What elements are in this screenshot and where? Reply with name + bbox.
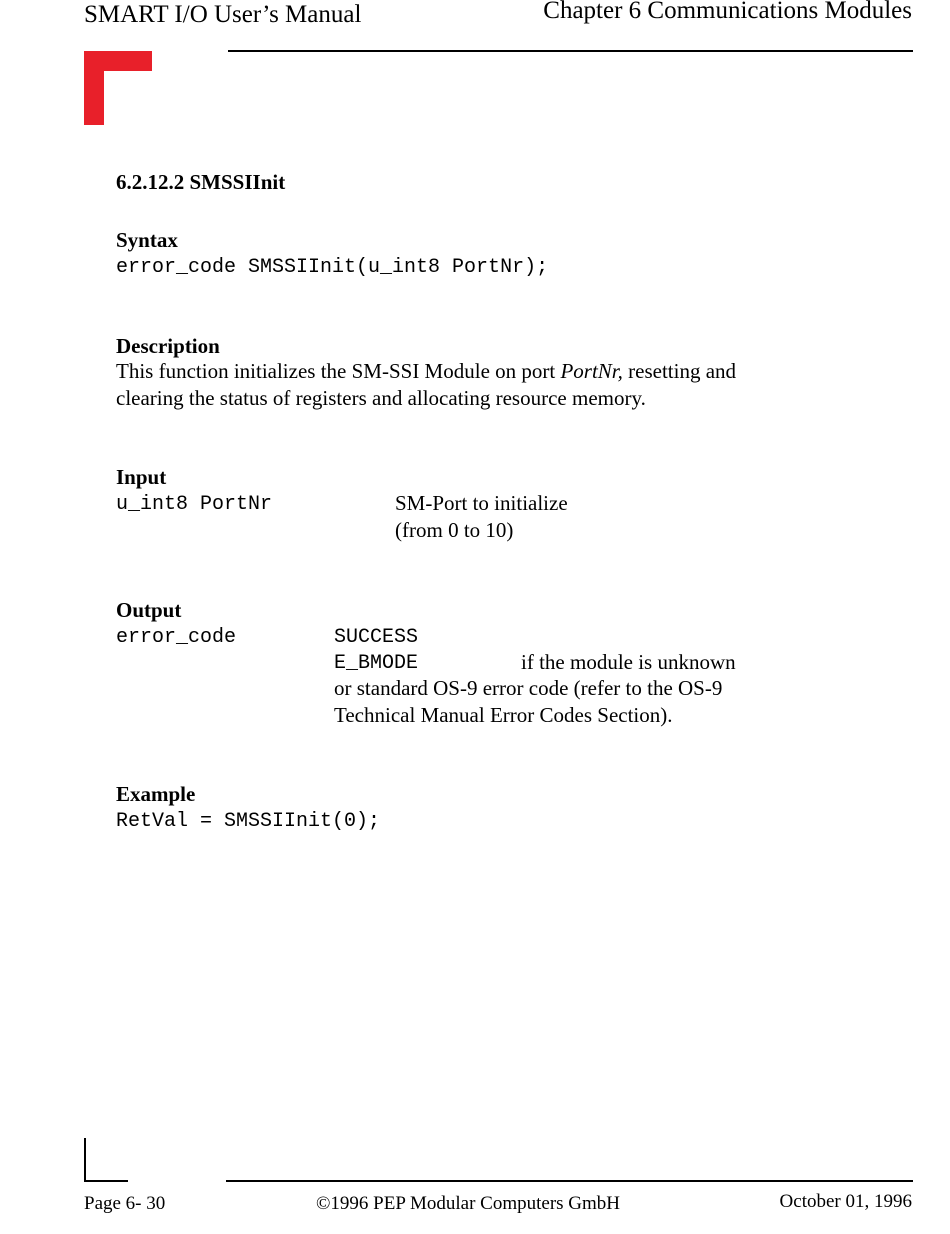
- chapter-title: Chapter 6 Communications Modules: [543, 0, 912, 24]
- port-param-italic: PortNr,: [560, 359, 623, 383]
- footer-rule: [226, 1180, 913, 1182]
- input-desc-line-2: (from 0 to 10): [395, 518, 514, 542]
- page-number: Page 6- 30: [84, 1193, 166, 1214]
- output-success: SUCCESS: [334, 626, 419, 649]
- output-line-3: or standard OS-9 error code (refer to the OS-9: [334, 676, 723, 700]
- output-param: error_code: [116, 626, 237, 649]
- example-code: RetVal = SMSSIInit(0);: [116, 810, 381, 833]
- corner-mark-icon: [84, 51, 152, 125]
- input-param: u_int8 PortNr: [116, 493, 273, 516]
- manual-title: SMART I/O User’s Manual: [84, 1, 362, 28]
- copyright: ©1996 PEP Modular Computers GmbH: [316, 1193, 621, 1214]
- publish-date: October 01, 1996: [779, 1191, 912, 1212]
- input-desc-line-1: SM-Port to initialize: [395, 491, 568, 515]
- output-bmode-desc: if the module is unknown: [521, 650, 736, 674]
- input-heading: Input: [116, 465, 167, 489]
- syntax-heading: Syntax: [116, 228, 178, 252]
- section-title: 6.2.12.2 SMSSIInit: [116, 170, 286, 194]
- description-text-suffix: resetting and: [622, 359, 737, 383]
- corner-bracket-icon: [84, 1138, 128, 1182]
- description-text: This function initializes the SM-SSI Module on port: [116, 359, 561, 383]
- header-rule: [228, 50, 913, 52]
- description-heading: Description: [116, 334, 220, 358]
- example-heading: Example: [116, 782, 196, 806]
- description-line-2: clearing the status of registers and allocating resource memory.: [116, 386, 646, 410]
- output-line-4: Technical Manual Error Codes Section).: [334, 703, 673, 727]
- output-bmode: E_BMODE: [334, 652, 419, 675]
- description-line-1: [116, 359, 736, 384]
- syntax-code: error_code SMSSIInit(u_int8 PortNr);: [116, 256, 549, 279]
- output-heading: Output: [116, 598, 182, 622]
